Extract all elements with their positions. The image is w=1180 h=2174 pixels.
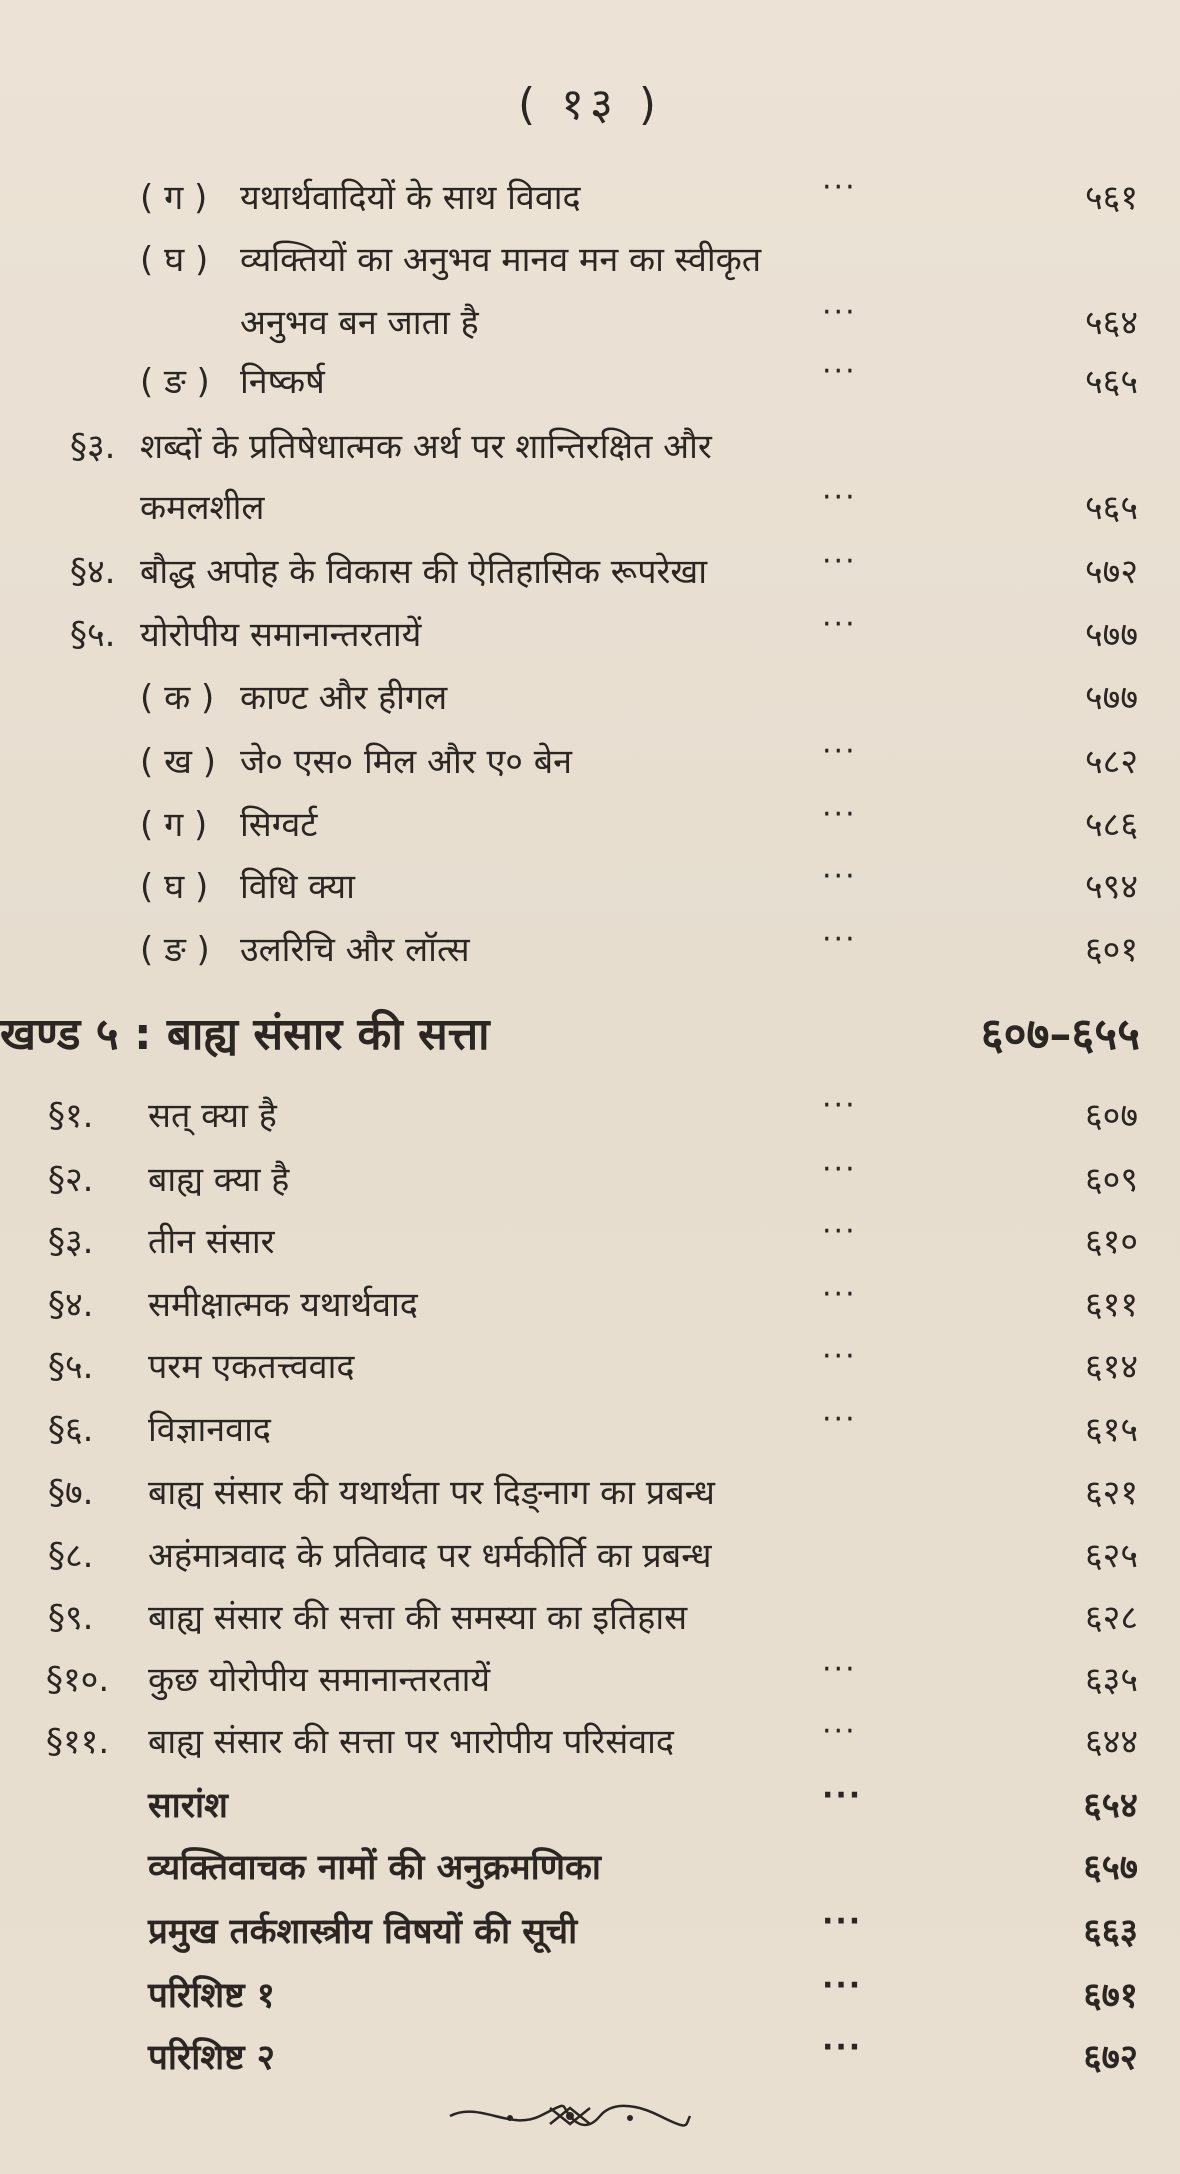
leader-dots: ··· (822, 1152, 857, 1187)
entry-title: बाह्य संसार की सत्ता पर भारोपीय परिसंवाद (148, 1722, 674, 1762)
entry-page: ५६५ (1084, 488, 1138, 528)
leader-dots: ··· (822, 922, 857, 957)
entry-page: ५८६ (1084, 805, 1138, 845)
section-page-range: ६०७–६५५ (980, 1009, 1140, 1060)
entry-page: ६५४ (1083, 1786, 1138, 1826)
entry-title: बाह्य संसार की सत्ता की समस्या का इतिहास (148, 1598, 688, 1638)
leader-dots: ··· (822, 797, 857, 832)
leader-dots: ··· (822, 1277, 857, 1312)
entry-title: परिशिष्ट २ (148, 2038, 275, 2078)
toc-entry (0, 2028, 1180, 2088)
toc-entry (0, 795, 1180, 855)
toc-entry (0, 1966, 1180, 2026)
entry-number: §७. (48, 1473, 94, 1513)
entry-number: ( घ ) (140, 240, 209, 280)
entry-title: उलरिचि और लॉत्स (240, 930, 470, 970)
entry-page: ६०९ (1084, 1160, 1138, 1200)
toc-entry (0, 542, 1180, 602)
toc-entry (0, 1463, 1180, 1523)
toc-entry (0, 1086, 1180, 1146)
entry-title: योरोपीय समानान्तरतायें (140, 615, 422, 655)
leader-dots: ··· (822, 1778, 863, 1813)
entry-title: विज्ञानवाद (148, 1410, 271, 1450)
entry-title: बाह्य क्या है (148, 1160, 290, 1200)
toc-entry (0, 668, 1180, 728)
entry-page: ६२१ (1084, 1473, 1138, 1513)
leader-dots: ··· (822, 354, 857, 389)
toc-entry (0, 293, 1180, 353)
entry-number: §३. (70, 427, 116, 467)
toc-entry (0, 230, 1180, 290)
entry-page: ५७७ (1084, 615, 1138, 655)
entry-page: ५६४ (1084, 303, 1138, 343)
entry-title: निष्कर्ष (240, 362, 325, 402)
entry-number: §५. (48, 1347, 94, 1387)
toc-entry (0, 920, 1180, 980)
leader-dots: ··· (822, 1652, 857, 1687)
entry-number: §११. (46, 1722, 110, 1762)
entry-title: तीन संसार (148, 1222, 275, 1262)
entry-page: ६१४ (1084, 1347, 1138, 1387)
entry-number: §२. (48, 1160, 94, 1200)
section-heading (0, 1005, 1180, 1065)
entry-page: ६११ (1084, 1285, 1138, 1325)
toc-entry (0, 605, 1180, 665)
entry-number: §३. (48, 1222, 94, 1262)
toc-entry (0, 732, 1180, 792)
entry-number: §४. (48, 1285, 94, 1325)
toc-entry (0, 1212, 1180, 1272)
entry-page: ६५७ (1083, 1848, 1138, 1888)
toc-entry (0, 417, 1180, 477)
entry-number: §४. (70, 552, 116, 592)
toc-entry (0, 1650, 1180, 1710)
entry-title: अहंमात्रवाद के प्रतिवाद पर धर्मकीर्ति का प्रबन्ध (148, 1536, 712, 1576)
toc-entry (0, 857, 1180, 917)
entry-page: ६७१ (1083, 1976, 1138, 2016)
entry-page: ५६१ (1084, 178, 1138, 218)
entry-title: बाह्य संसार की यथार्थता पर दिङ्नाग का प्रबन्ध (148, 1473, 715, 1513)
leader-dots: ··· (822, 1968, 863, 2003)
entry-number: ( क ) (140, 678, 215, 718)
section-title: खण्ड ५ : बाह्य संसार की सत्ता (0, 1009, 490, 1060)
entry-title: व्यक्तियों का अनुभव मानव मन का स्वीकृत (240, 240, 762, 280)
entry-title: अनुभव बन जाता है (240, 303, 479, 343)
toc-entry (0, 1902, 1180, 1962)
entry-title: जे० एस० मिल और ए० बेन (240, 742, 573, 782)
leader-dots: ··· (822, 544, 857, 579)
leader-dots: ··· (822, 1402, 857, 1437)
toc-entry (0, 1712, 1180, 1772)
entry-title: बौद्ध अपोह के विकास की ऐतिहासिक रूपरेखा (140, 552, 708, 592)
entry-page: ५७७ (1084, 678, 1138, 718)
entry-title: परिशिष्ट १ (148, 1976, 275, 2016)
entry-title: व्यक्तिवाचक नामों की अनुक्रमणिका (148, 1848, 601, 1888)
toc-entry (0, 1588, 1180, 1648)
entry-title: शब्दों के प्रतिषेधात्मक अर्थ पर शान्तिरक्षित और (140, 427, 712, 467)
entry-title: विधि क्या (240, 867, 355, 907)
toc-entry (0, 1400, 1180, 1460)
toc-entry (0, 352, 1180, 412)
entry-number: ( घ ) (140, 867, 209, 907)
toc-entry (0, 1275, 1180, 1335)
toc-entry (0, 168, 1180, 228)
entry-page: ५८२ (1084, 742, 1138, 782)
entry-title: प्रमुख तर्कशास्त्रीय विषयों की सूची (148, 1912, 578, 1952)
toc-entry (0, 1776, 1180, 1836)
entry-page: ५९४ (1084, 867, 1138, 907)
leader-dots: ··· (822, 1214, 857, 1249)
entry-number: §६. (48, 1410, 94, 1450)
entry-number: ( ग ) (140, 178, 208, 218)
entry-title: काण्ट और हीगल (240, 678, 448, 718)
entry-page: ६४४ (1084, 1722, 1138, 1762)
leader-dots: ··· (822, 2030, 863, 2065)
toc-entry (0, 1526, 1180, 1586)
leader-dots: ··· (822, 295, 857, 330)
entry-page: ६१५ (1084, 1410, 1138, 1450)
leader-dots: ··· (822, 1904, 863, 1939)
entry-title: सिग्वर्ट (240, 805, 318, 845)
entry-page: ६०१ (1084, 930, 1138, 970)
entry-number: §९. (48, 1598, 94, 1638)
entry-page: ६०७ (1084, 1096, 1138, 1136)
entry-number: §१. (48, 1096, 94, 1136)
entry-number: §५. (70, 615, 116, 655)
entry-page: ६६३ (1083, 1912, 1138, 1952)
entry-page: ६७२ (1083, 2038, 1138, 2078)
entry-page: ६२५ (1084, 1536, 1138, 1576)
entry-number: §८. (48, 1536, 94, 1576)
entry-title: सारांश (148, 1786, 228, 1826)
entry-page: ६२८ (1084, 1598, 1138, 1638)
toc-entry (0, 1337, 1180, 1397)
leader-dots: ··· (822, 1088, 857, 1123)
entry-number: ( ङ ) (140, 362, 210, 402)
leader-dots: ··· (822, 170, 857, 205)
entry-title: कमलशील (140, 488, 265, 528)
leader-dots: ··· (822, 1714, 857, 1749)
leader-dots: ··· (822, 607, 857, 642)
entry-number: ( ग ) (140, 805, 208, 845)
entry-page: ५७२ (1084, 552, 1138, 592)
toc-entry (0, 478, 1180, 538)
entry-number: §१०. (46, 1660, 110, 1700)
entry-page: ५६५ (1084, 362, 1138, 402)
entry-title: यथार्थवादियों के साथ विवाद (240, 178, 581, 218)
entry-title: परम एकतत्त्ववाद (148, 1347, 355, 1387)
entry-title: समीक्षात्मक यथार्थवाद (148, 1285, 418, 1325)
leader-dots: ··· (822, 859, 857, 894)
entry-title: कुछ योरोपीय समानान्तरतायें (148, 1660, 491, 1700)
toc-entry (0, 1838, 1180, 1898)
leader-dots: ··· (822, 1339, 857, 1374)
leader-dots: ··· (822, 734, 857, 769)
toc-entry (0, 1150, 1180, 1210)
page-number: ( १३ ) (517, 79, 663, 130)
entry-title: सत् क्या है (148, 1096, 277, 1136)
entry-number: ( ङ ) (140, 930, 210, 970)
entry-number: ( ख ) (140, 742, 216, 782)
entry-page: ६१० (1084, 1222, 1138, 1262)
flourish-ornament (440, 2096, 700, 2136)
entry-page: ६३५ (1084, 1660, 1138, 1700)
leader-dots: ··· (822, 480, 857, 515)
